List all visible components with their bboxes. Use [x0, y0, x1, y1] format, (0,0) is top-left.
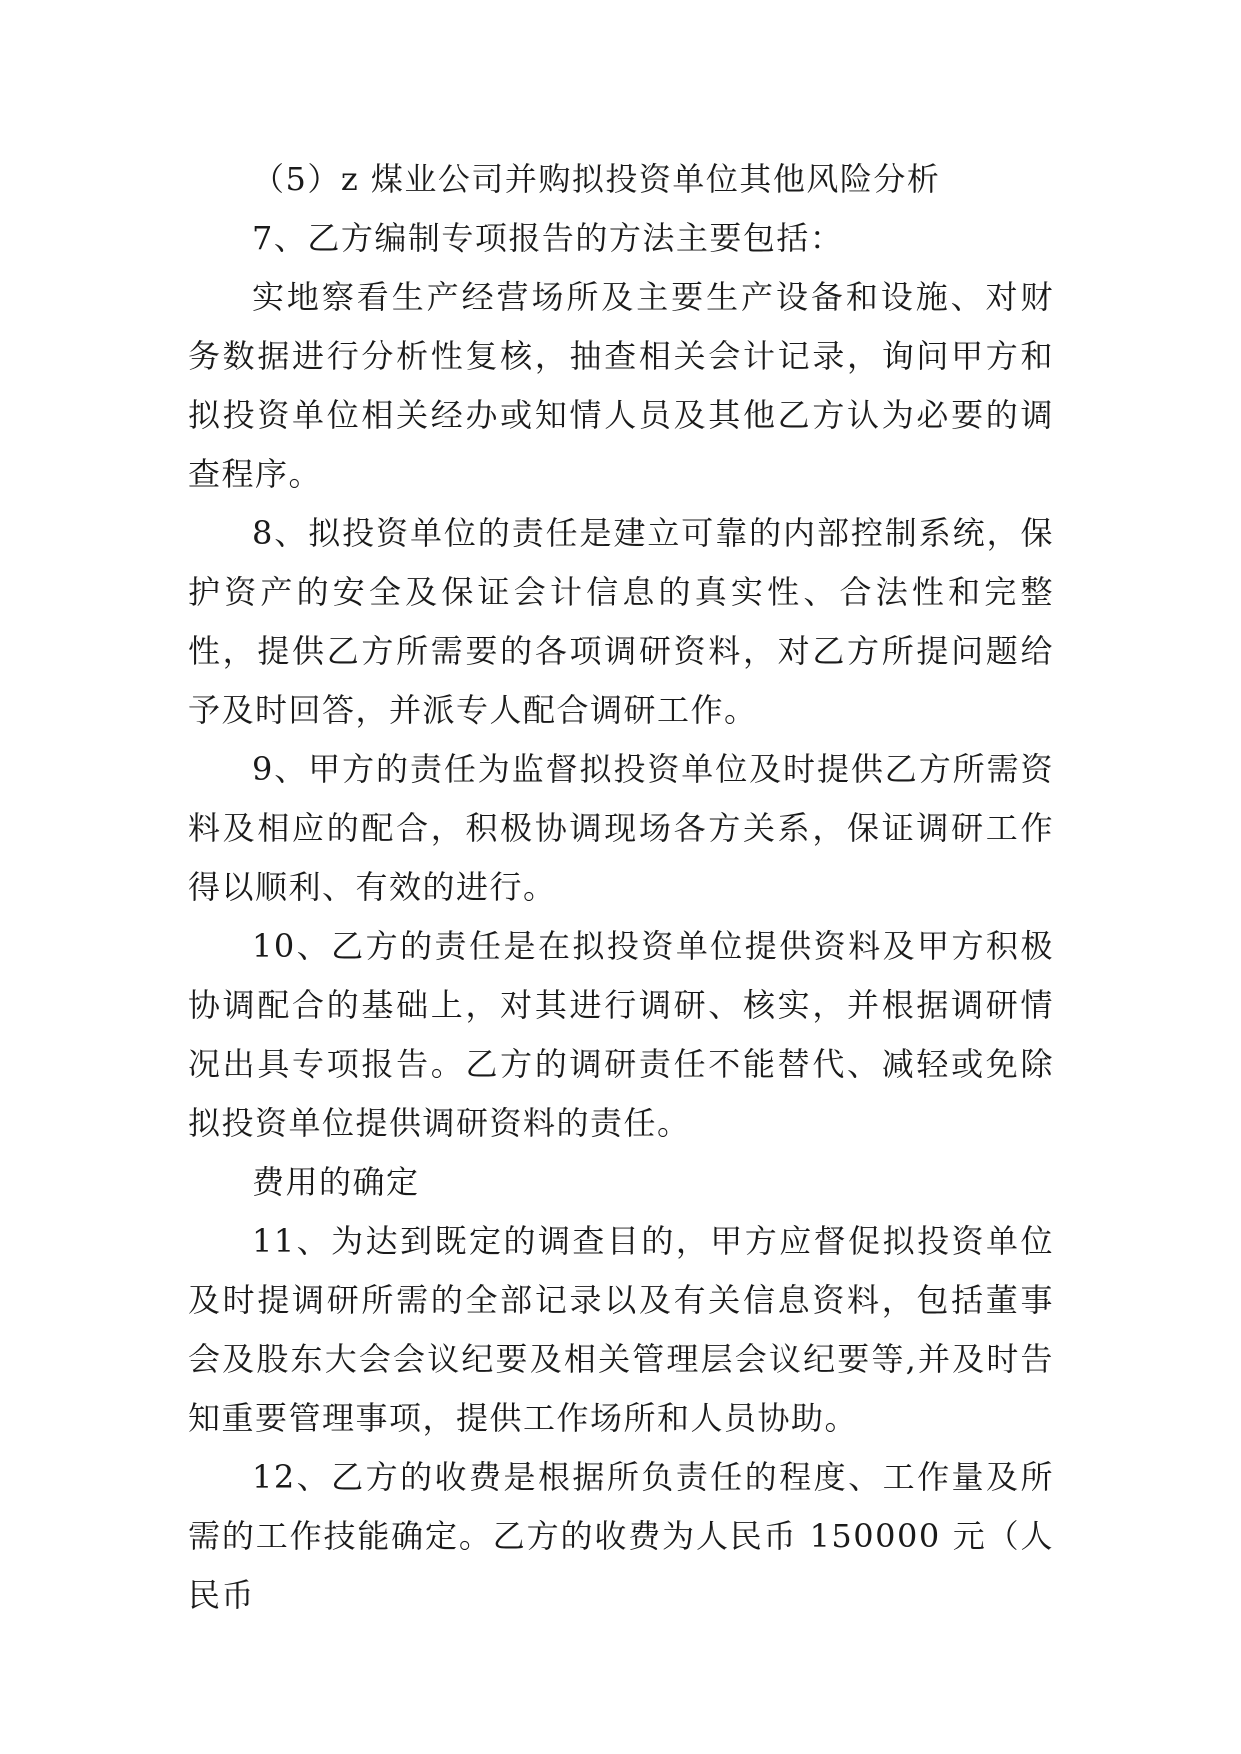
- section-heading-fees: 费用的确定: [252, 1163, 420, 1201]
- paragraph-clause-8: 8、拟投资单位的责任是建立可靠的内部控制系统，保护资产的安全及保证会计信息的真实性、合法性和完整性，提供乙方所需要的各项调研资料，对乙方所提问题给予及时回答，并派专人配合调研工作。: [188, 514, 1054, 729]
- paragraph-clause-10: 10、乙方的责任是在拟投资单位提供资料及甲方积极协调配合的基础上，对其进行调研、核实，并根据调研情况出具专项报告。乙方的调研责任不能替代、减轻或免除拟投资单位提供调研资料的责任。: [188, 927, 1054, 1142]
- paragraph-clause-7: 7、乙方编制专项报告的方法主要包括：: [252, 219, 844, 257]
- paragraph-risk-analysis-item: （5）z 煤业公司并购拟投资单位其他风险分析: [252, 160, 941, 198]
- paragraph-methods: 实地察看生产经营场所及主要生产设备和设施、对财务数据进行分析性复核，抽查相关会计记录，询问甲方和拟投资单位相关经办或知情人员及其他乙方认为必要的调查程序。: [188, 278, 1054, 493]
- document-body: [188, 150, 1054, 1625]
- paragraph-clause-9: 9、甲方的责任为监督拟投资单位及时提供乙方所需资料及相应的配合，积极协调现场各方关系，保证调研工作得以顺利、有效的进行。: [188, 750, 1054, 906]
- paragraph-clause-12: 12、乙方的收费是根据所负责任的程度、工作量及所需的工作技能确定。乙方的收费为人民币 150000 元（人民币: [188, 1458, 1054, 1614]
- paragraph-clause-11: 11、为达到既定的调查目的，甲方应督促拟投资单位及时提调研所需的全部记录以及有关信息资料，包括董事会及股东大会会议纪要及相关管理层会议纪要等,并及时告知重要管理事项，提供工作场所和人员协助。: [188, 1222, 1054, 1437]
